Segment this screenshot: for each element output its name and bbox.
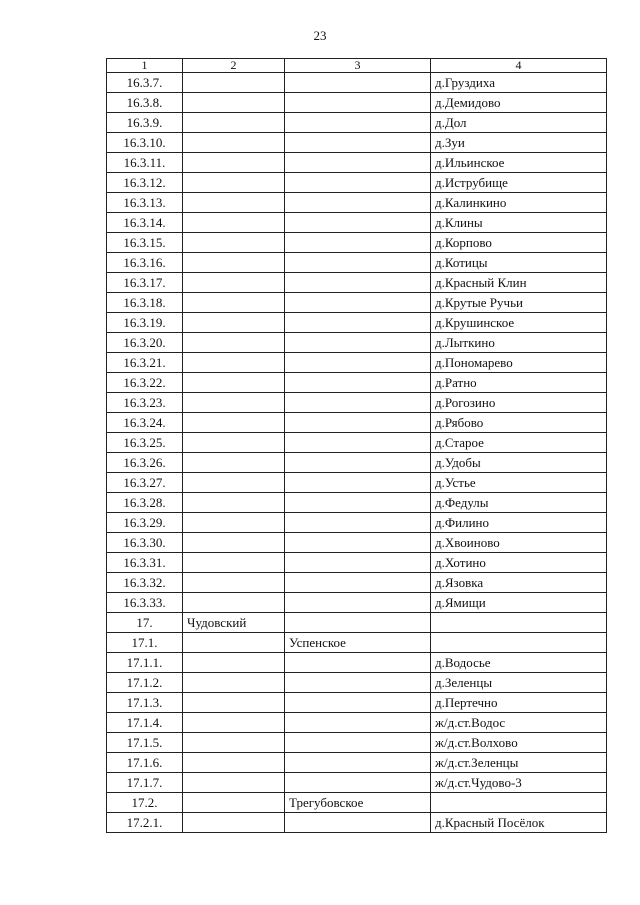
header-cell-3: 3 xyxy=(285,59,431,73)
district-cell xyxy=(183,573,285,593)
district-cell xyxy=(183,173,285,193)
district-cell xyxy=(183,773,285,793)
table-row xyxy=(107,133,607,153)
table-row xyxy=(107,553,607,573)
settlement-cell xyxy=(285,193,431,213)
settlement-cell xyxy=(285,213,431,233)
number-cell: 17. xyxy=(107,613,183,633)
locality-cell: д.Клины xyxy=(431,213,607,233)
settlement-cell xyxy=(285,293,431,313)
number-cell: 17.1.2. xyxy=(107,673,183,693)
header-cell-2: 2 xyxy=(183,59,285,73)
table-row xyxy=(107,313,607,333)
district-cell xyxy=(183,193,285,213)
number-cell: 16.3.26. xyxy=(107,453,183,473)
district-cell xyxy=(183,733,285,753)
district-cell xyxy=(183,233,285,253)
locality-cell: д.Дол xyxy=(431,113,607,133)
table-row xyxy=(107,713,607,733)
locality-cell: д.Крутые Ручьи xyxy=(431,293,607,313)
table-row xyxy=(107,813,607,833)
number-cell: 16.3.25. xyxy=(107,433,183,453)
table-row xyxy=(107,393,607,413)
table-row xyxy=(107,373,607,393)
district-cell xyxy=(183,153,285,173)
locality-cell: ж/д.ст.Волхово xyxy=(431,733,607,753)
district-cell xyxy=(183,113,285,133)
locality-cell: д.Зуи xyxy=(431,133,607,153)
settlement-cell xyxy=(285,693,431,713)
settlement-cell xyxy=(285,253,431,273)
header-cell-4: 4 xyxy=(431,59,607,73)
settlement-cell xyxy=(285,653,431,673)
table-row xyxy=(107,413,607,433)
number-cell: 17.1.6. xyxy=(107,753,183,773)
table-row xyxy=(107,613,607,633)
district-cell xyxy=(183,413,285,433)
locality-cell: д.Красный Клин xyxy=(431,273,607,293)
number-cell: 16.3.21. xyxy=(107,353,183,373)
locality-cell: д.Хвоиново xyxy=(431,533,607,553)
settlement-cell xyxy=(285,573,431,593)
table-row xyxy=(107,533,607,553)
table-row xyxy=(107,733,607,753)
district-cell xyxy=(183,673,285,693)
settlement-cell xyxy=(285,613,431,633)
locality-cell: д.Ратно xyxy=(431,373,607,393)
locality-cell xyxy=(431,633,607,653)
district-cell xyxy=(183,133,285,153)
number-cell: 16.3.30. xyxy=(107,533,183,553)
settlement-cell xyxy=(285,533,431,553)
settlement-cell xyxy=(285,333,431,353)
table-row xyxy=(107,633,607,653)
number-cell: 17.1.3. xyxy=(107,693,183,713)
locality-cell xyxy=(431,613,607,633)
district-cell xyxy=(183,253,285,273)
number-cell: 16.3.13. xyxy=(107,193,183,213)
settlement-cell xyxy=(285,233,431,253)
settlement-cell xyxy=(285,113,431,133)
district-cell xyxy=(183,653,285,673)
locality-cell: д.Ямищи xyxy=(431,593,607,613)
number-cell: 16.3.27. xyxy=(107,473,183,493)
table-row xyxy=(107,333,607,353)
settlement-cell xyxy=(285,433,431,453)
district-cell xyxy=(183,473,285,493)
table-header-row xyxy=(107,59,607,73)
number-cell: 16.3.19. xyxy=(107,313,183,333)
number-cell: 16.3.24. xyxy=(107,413,183,433)
district-cell xyxy=(183,273,285,293)
locality-cell: д.Филино xyxy=(431,513,607,533)
number-cell: 17.2.1. xyxy=(107,813,183,833)
table-row xyxy=(107,753,607,773)
district-cell xyxy=(183,533,285,553)
locality-cell: д.Старое xyxy=(431,433,607,453)
settlement-cell xyxy=(285,73,431,93)
district-cell xyxy=(183,753,285,773)
table-row xyxy=(107,93,607,113)
number-cell: 16.3.7. xyxy=(107,73,183,93)
table-row xyxy=(107,673,607,693)
number-cell: 16.3.14. xyxy=(107,213,183,233)
settlement-cell xyxy=(285,733,431,753)
number-cell: 16.3.29. xyxy=(107,513,183,533)
number-cell: 17.2. xyxy=(107,793,183,813)
district-cell xyxy=(183,393,285,413)
locality-cell: д.Рогозино xyxy=(431,393,607,413)
number-cell: 16.3.28. xyxy=(107,493,183,513)
table-row xyxy=(107,213,607,233)
number-cell: 17.1. xyxy=(107,633,183,653)
number-cell: 16.3.18. xyxy=(107,293,183,313)
locality-cell: д.Котицы xyxy=(431,253,607,273)
page-number: 23 xyxy=(313,28,327,43)
settlement-cell xyxy=(285,773,431,793)
locality-cell: д.Иструбище xyxy=(431,173,607,193)
locality-cell: д.Крушинское xyxy=(431,313,607,333)
locality-cell: д.Удобы xyxy=(431,453,607,473)
settlement-cell xyxy=(285,813,431,833)
settlement-cell xyxy=(285,93,431,113)
settlement-cell xyxy=(285,673,431,693)
number-cell: 16.3.23. xyxy=(107,393,183,413)
settlement-cell xyxy=(285,153,431,173)
number-cell: 16.3.8. xyxy=(107,93,183,113)
locality-cell: д.Ильинское xyxy=(431,153,607,173)
table-row xyxy=(107,253,607,273)
table-row xyxy=(107,233,607,253)
locality-cell: д.Лыткино xyxy=(431,333,607,353)
number-cell: 16.3.12. xyxy=(107,173,183,193)
district-cell xyxy=(183,493,285,513)
table-row xyxy=(107,473,607,493)
number-cell: 17.1.1. xyxy=(107,653,183,673)
locality-cell: д.Пономарево xyxy=(431,353,607,373)
number-cell: 16.3.33. xyxy=(107,593,183,613)
table-row xyxy=(107,453,607,473)
locality-cell: д.Красный Посёлок xyxy=(431,813,607,833)
table-row xyxy=(107,113,607,133)
locality-cell: д.Язовка xyxy=(431,573,607,593)
number-cell: 16.3.9. xyxy=(107,113,183,133)
locality-cell: д.Груздиха xyxy=(431,73,607,93)
settlement-cell xyxy=(285,473,431,493)
locality-cell: ж/д.ст.Зеленцы xyxy=(431,753,607,773)
locality-cell: д.Калинкино xyxy=(431,193,607,213)
district-cell xyxy=(183,513,285,533)
locality-cell xyxy=(431,793,607,813)
settlement-cell xyxy=(285,413,431,433)
locality-cell: д.Зеленцы xyxy=(431,673,607,693)
locality-cell: д.Пертечно xyxy=(431,693,607,713)
district-cell xyxy=(183,213,285,233)
settlement-cell xyxy=(285,393,431,413)
table-row xyxy=(107,573,607,593)
district-cell xyxy=(183,73,285,93)
locality-cell: ж/д.ст.Водос xyxy=(431,713,607,733)
number-cell: 16.3.32. xyxy=(107,573,183,593)
locality-cell: д.Корпово xyxy=(431,233,607,253)
number-cell: 17.1.5. xyxy=(107,733,183,753)
district-cell xyxy=(183,333,285,353)
district-cell xyxy=(183,553,285,573)
number-cell: 16.3.31. xyxy=(107,553,183,573)
table-row xyxy=(107,493,607,513)
number-cell: 17.1.4. xyxy=(107,713,183,733)
settlement-cell xyxy=(285,713,431,733)
locality-cell: д.Хотино xyxy=(431,553,607,573)
locality-cell: д.Федулы xyxy=(431,493,607,513)
table-row xyxy=(107,273,607,293)
number-cell: 16.3.10. xyxy=(107,133,183,153)
number-cell: 16.3.15. xyxy=(107,233,183,253)
table-row xyxy=(107,653,607,673)
table-row xyxy=(107,693,607,713)
settlement-cell: Успенское xyxy=(285,633,431,653)
locality-cell: д.Демидово xyxy=(431,93,607,113)
table-row xyxy=(107,793,607,813)
settlement-cell xyxy=(285,453,431,473)
table-row xyxy=(107,153,607,173)
locality-cell: д.Водосье xyxy=(431,653,607,673)
district-cell xyxy=(183,813,285,833)
settlement-cell xyxy=(285,493,431,513)
locality-cell: д.Устье xyxy=(431,473,607,493)
number-cell: 16.3.11. xyxy=(107,153,183,173)
number-cell: 16.3.16. xyxy=(107,253,183,273)
district-cell xyxy=(183,453,285,473)
settlement-cell xyxy=(285,273,431,293)
district-cell xyxy=(183,313,285,333)
district-cell xyxy=(183,693,285,713)
number-cell: 16.3.17. xyxy=(107,273,183,293)
settlement-cell xyxy=(285,173,431,193)
table-row xyxy=(107,433,607,453)
table-row xyxy=(107,293,607,313)
table-row xyxy=(107,593,607,613)
district-cell xyxy=(183,93,285,113)
locality-cell: ж/д.ст.Чудово-3 xyxy=(431,773,607,793)
district-cell xyxy=(183,713,285,733)
settlement-cell xyxy=(285,513,431,533)
locality-cell: д.Рябово xyxy=(431,413,607,433)
settlement-cell xyxy=(285,593,431,613)
number-cell: 16.3.20. xyxy=(107,333,183,353)
district-cell xyxy=(183,593,285,613)
district-cell: Чудовский xyxy=(183,613,285,633)
number-cell: 17.1.7. xyxy=(107,773,183,793)
number-cell: 16.3.22. xyxy=(107,373,183,393)
district-cell xyxy=(183,633,285,653)
table-row xyxy=(107,353,607,373)
table-row xyxy=(107,773,607,793)
table-row xyxy=(107,513,607,533)
district-cell xyxy=(183,373,285,393)
settlement-cell xyxy=(285,353,431,373)
district-cell xyxy=(183,353,285,373)
settlement-cell xyxy=(285,753,431,773)
district-cell xyxy=(183,793,285,813)
district-cell xyxy=(183,433,285,453)
settlement-cell xyxy=(285,313,431,333)
table-row xyxy=(107,193,607,213)
settlement-cell xyxy=(285,133,431,153)
table-row xyxy=(107,73,607,93)
settlement-cell xyxy=(285,373,431,393)
district-cell xyxy=(183,293,285,313)
settlement-cell xyxy=(285,553,431,573)
table-row xyxy=(107,173,607,193)
settlements-table xyxy=(106,58,607,833)
header-cell-1: 1 xyxy=(107,59,183,73)
settlement-cell: Трегубовское xyxy=(285,793,431,813)
